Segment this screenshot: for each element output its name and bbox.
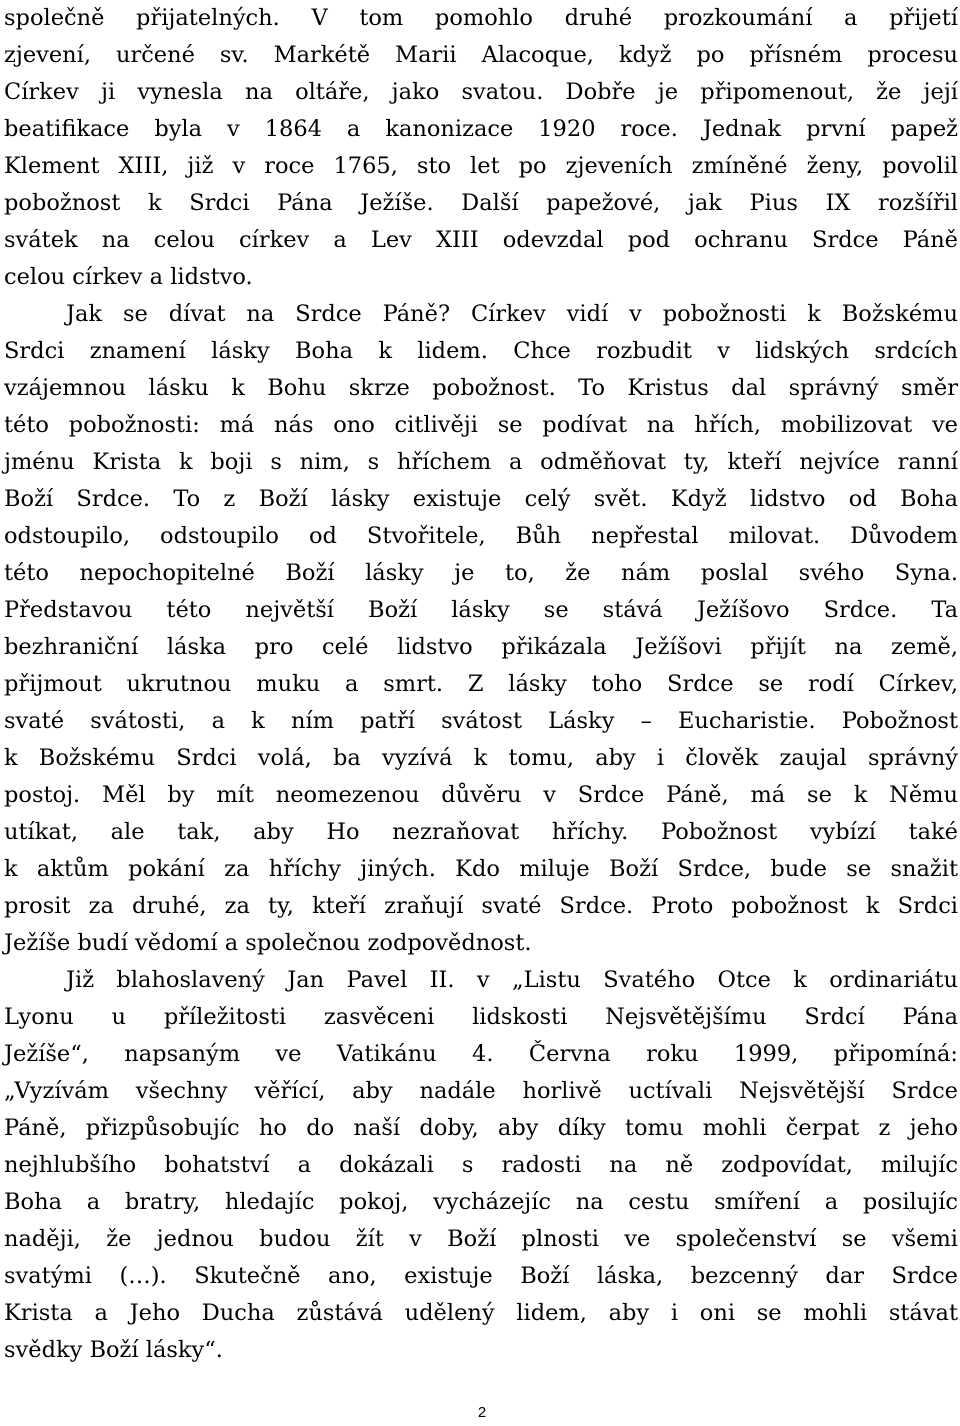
text-line: svátek na celou církev a Lev XIII odevzdal pod ochranu Srdce Páně — [4, 227, 958, 253]
text-line: postoj. Měl by mít neomezenou důvěru v Srdce Páně, má se k Němu — [4, 782, 958, 808]
text-line: k aktům pokání za hříchy jiných. Kdo miluje Boží Srdce, bude se snažit — [4, 856, 958, 882]
text-line: svatými (…). Skutečně ano, existuje Boží láska, bezcenný dar Srdce — [4, 1263, 958, 1289]
text-line: nejhlubšího bohatství a dokázali s radosti na ně zodpovídat, milujíc — [4, 1152, 958, 1178]
text-line: Boha a bratry, hledajíc pokoj, vycházejíc na cestu smíření a posilujíc — [4, 1189, 958, 1215]
text-line: beatifikace byla v 1864 a kanonizace 1920 roce. Jednak první papež — [4, 116, 958, 142]
text-line: „Vyzívám všechny věřící, aby nadále horlivě uctívali Nejsvětější Srdce — [4, 1078, 958, 1104]
text-line: prosit za druhé, za ty, kteří zraňují svaté Srdce. Proto pobožnost k Srdci — [4, 893, 958, 919]
text-line: odstoupilo, odstoupilo od Stvořitele, Bůh nepřestal milovat. Důvodem — [4, 523, 958, 549]
text-line: této nepochopitelné Boží lásky je to, že nám poslal svého Syna. — [4, 560, 958, 586]
document-page — [4, 0, 960, 1426]
text-line: Ježíše budí vědomí a společnou zodpovědnost. — [4, 930, 532, 956]
text-line: Ježíše“, napsaným ve Vatikánu 4. Června roku 1999, připomíná: — [4, 1041, 958, 1067]
text-line: Lyonu u příležitosti zasvěceni lidskosti Nejsvětějšímu Srdcí Pána — [4, 1004, 958, 1030]
text-line: přijmout ukrutnou muku a smrt. Z lásky toho Srdce se rodí Církev, — [4, 671, 958, 697]
paragraph-start-line: Jak se dívat na Srdce Páně? Církev vidí v pobožnosti k Božskému — [66, 301, 958, 327]
text-line: celou církev a lidstvo. — [4, 264, 253, 290]
text-line: vzájemnou lásku k Bohu skrze pobožnost. To Kristus dal správný směr — [4, 375, 958, 401]
text-line: Klement XIII, již v roce 1765, sto let po zjeveních zmíněné ženy, povolil — [4, 153, 958, 179]
text-line: bezhraniční láska pro celé lidstvo přikázala Ježíšovi přijít na země, — [4, 634, 958, 660]
page-number: 2 — [477, 1404, 487, 1421]
body-text — [4, 0, 958, 1369]
paragraph-start-line: Již blahoslavený Jan Pavel II. v „Listu Svatého Otce k ordinariátu — [66, 967, 958, 993]
text-line: Představou této největší Boží lásky se stává Ježíšovo Srdce. Ta — [4, 597, 958, 623]
text-line: Církev ji vynesla na oltáře, jako svatou. Dobře je připomenout, že její — [4, 79, 958, 105]
text-line: svaté svátosti, a k ním patří svátost Lásky – Eucharistie. Pobožnost — [4, 708, 958, 734]
text-line: společně přijatelných. V tom pomohlo druhé prozkoumání a přijetí — [4, 5, 958, 31]
text-line: Srdci znamení lásky Boha k lidem. Chce rozbudit v lidských srdcích — [4, 338, 958, 364]
text-line: Páně, přizpůsobujíc ho do naší doby, aby díky tomu mohli čerpat z jeho — [4, 1115, 958, 1141]
text-line: této pobožnosti: má nás ono citlivěji se podívat na hřích, mobilizovat ve — [4, 412, 958, 438]
text-line: Boží Srdce. To z Boží lásky existuje celý svět. Když lidstvo od Boha — [4, 486, 958, 512]
text-line: jménu Krista k boji s nim, s hříchem a odměňovat ty, kteří nejvíce ranní — [4, 449, 958, 475]
text-line: pobožnost k Srdci Pána Ježíše. Další papežové, jak Pius IX rozšířil — [4, 190, 958, 216]
text-line: naději, že jednou budou žít v Boží plnosti ve společenství se všemi — [4, 1226, 958, 1252]
text-line: Krista a Jeho Ducha zůstává udělený lidem, aby i oni se mohli stávat — [4, 1300, 958, 1326]
text-line: zjevení, určené sv. Markétě Marii Alacoque, když po přísném procesu — [4, 42, 958, 68]
text-line: utíkat, ale tak, aby Ho nezraňovat hříchy. Pobožnost vybízí také — [4, 819, 958, 845]
text-line: svědky Boží lásky“. — [4, 1337, 223, 1363]
text-line: k Božskému Srdci volá, ba vyzívá k tomu, aby i člověk zaujal správný — [4, 745, 958, 771]
